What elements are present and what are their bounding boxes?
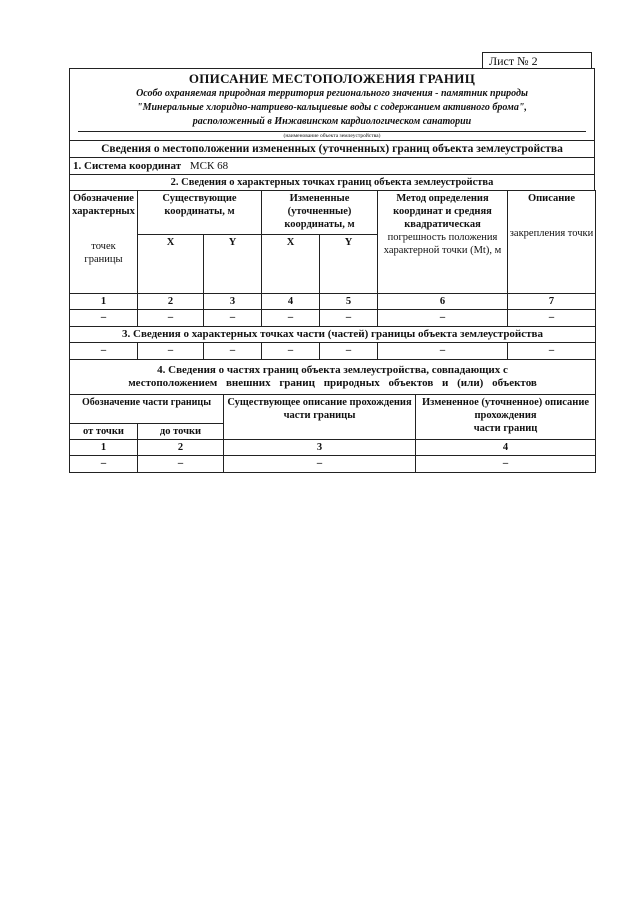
boundary-description-form [69,68,595,473]
table-cell: – [70,310,138,327]
object-name-line-2: "Минеральные хлоридно-натриево-кальциевые воды с содержанием активного брома", [137,102,527,113]
sheet-number: Лист № 2 [482,52,592,69]
table-cell: – [70,343,138,360]
column-numbers-row [70,440,596,456]
points-table [69,190,596,360]
header-block [69,68,595,140]
changed-coords-header: Измененные (уточненные) координаты, м [262,191,378,235]
column-number: 5 [320,294,378,310]
points-table-row [70,310,596,327]
existing-x-header: X [138,235,204,294]
section3-heading: 3. Сведения о характерных точках части (частей) границы объекта землеустройства [70,327,596,343]
coordinate-system-row [69,157,595,174]
table-cell: – [70,456,138,473]
column-number: 2 [138,294,204,310]
fixing-description-header-top: Описание [527,193,576,204]
column-number: 4 [262,294,320,310]
section4-heading-line-2: местоположением внешних границ природных объектов и (или) объектов [128,377,537,389]
column-number: 3 [224,440,416,456]
from-point-header: от точки [70,424,138,440]
natural-objects-table [69,360,596,473]
coordinate-system-label: 1. Система координат [73,160,182,172]
column-number: 6 [378,294,508,310]
column-number: 1 [70,294,138,310]
existing-description-header [224,395,416,440]
table-cell: – [224,456,416,473]
coordinate-system-value: МСК 68 [189,160,229,172]
table-cell: – [378,343,508,360]
fixing-description-header-bottom: закрепления точки [509,228,594,239]
table-cell: – [262,310,320,327]
column-number: 4 [416,440,596,456]
existing-coords-header: Существующие координаты, м [138,191,262,235]
column-number: 7 [508,294,596,310]
existing-description-header-top: Существующее описание прохождения [227,397,412,408]
document-title: ОПИСАНИЕ МЕСТОПОЛОЖЕНИЯ ГРАНИЦ [188,71,476,86]
table-cell: – [138,310,204,327]
table-cell: – [204,343,262,360]
section4-heading [70,360,596,395]
changed-description-header [416,395,596,440]
column-number: 1 [70,440,138,456]
method-header-top: Метод определения координат и средняя квадратическая [393,193,492,230]
table-cell: – [508,310,596,327]
section-heading: Сведения о местоположении измененных (уточненных) границ объекта землеустройства [69,140,595,157]
table-cell: – [138,456,224,473]
table-cell: – [320,343,378,360]
column-number: 2 [138,440,224,456]
existing-y-header: Y [204,235,262,294]
changed-x-header: X [262,235,320,294]
changed-description-header-bottom: части границ [473,423,538,434]
fixing-description-header [508,191,596,294]
object-name-line-1: Особо охраняемая природная территория регионального значения - памятник природы [136,88,528,99]
column-numbers-row [70,294,596,310]
natural-objects-table-row [70,456,596,473]
part-points-table-row [70,343,596,360]
table-cell: – [416,456,596,473]
point-designation-header-bottom: точек границы [84,241,123,265]
existing-description-header-bottom: части границы [283,410,356,421]
table-cell: – [262,343,320,360]
table-cell: – [508,343,596,360]
table-cell: – [378,310,508,327]
section2-heading: 2. Сведения о характерных точках границ объекта землеустройства [69,174,595,190]
changed-description-header-top: Измененное (уточненное) описание прохождения [421,397,590,421]
point-designation-header-top: Обозначение характерных [72,193,135,217]
table-cell: – [320,310,378,327]
column-number: 3 [204,294,262,310]
part-designation-header: Обозначение части границы [70,395,224,424]
table-cell: – [204,310,262,327]
to-point-header: до точки [138,424,224,440]
changed-y-header: Y [320,235,378,294]
section4-heading-line-1: 4. Сведения о частях границ объекта землеустройства, совпадающих с [157,364,508,376]
table-cell: – [138,343,204,360]
object-name-line-3: расположенный в Инжавинском кардиологическом санатории [192,116,472,127]
object-name-caption: (наименование объекта землеустройства) [283,133,381,139]
method-header-bottom: погрешность положения характерной точки (Mt), м [383,232,502,256]
point-designation-header [70,191,138,294]
method-header [378,191,508,294]
